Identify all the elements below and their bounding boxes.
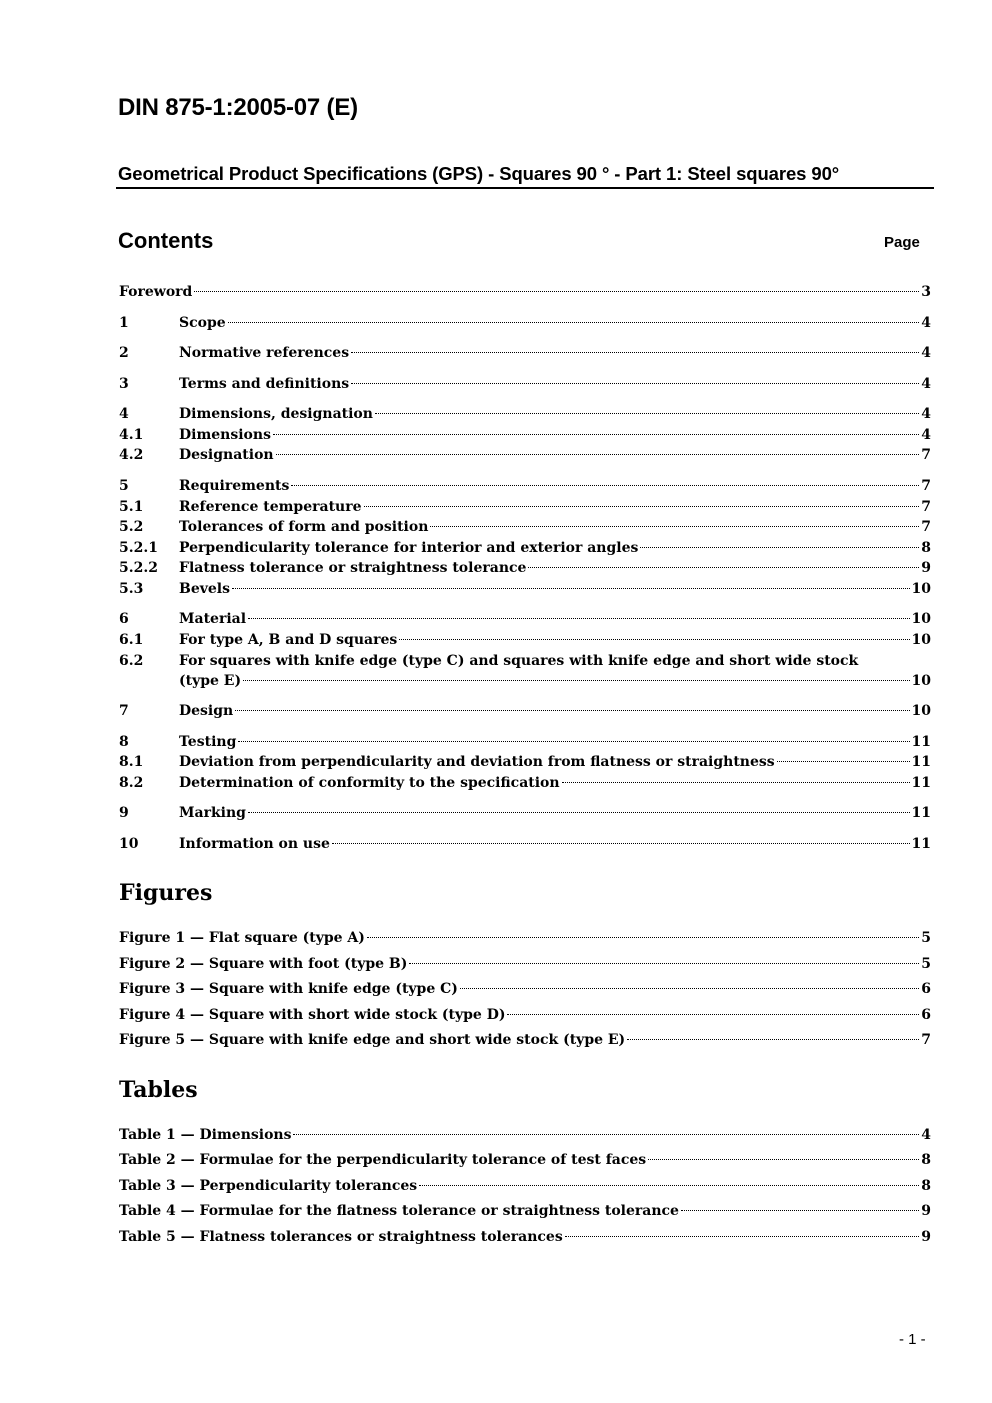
table-entry[interactable] — [119, 1152, 931, 1172]
toc-entry-page: 7 — [921, 478, 931, 494]
toc-entry-page: 11 — [911, 734, 931, 750]
table-entry[interactable] — [119, 1127, 931, 1147]
toc-entry-number: 5 — [119, 478, 129, 494]
toc-entry-page: 11 — [911, 754, 931, 770]
toc-entry[interactable] — [119, 519, 931, 539]
table-entry-title: Table 3 — Perpendicularity tolerances — [119, 1178, 418, 1194]
toc-entry[interactable] — [119, 540, 931, 560]
toc-entry[interactable] — [119, 427, 931, 447]
toc-entry-title: (type E) — [179, 673, 242, 689]
figure-entry[interactable] — [119, 1007, 931, 1027]
figure-entry-page: 6 — [921, 1007, 931, 1023]
figure-entry[interactable] — [119, 981, 931, 1001]
figure-entry-title: Figure 5 — Square with knife edge and short wide stock (type E) — [119, 1032, 626, 1048]
toc-entry-number: 5.2 — [119, 519, 144, 535]
dot-leader — [367, 937, 919, 938]
toc-entry-number: 6 — [119, 611, 129, 627]
figure-entry-title: Figure 2 — Square with foot (type B) — [119, 956, 408, 972]
toc-entry-page: 4 — [921, 315, 931, 331]
toc-entry-number: 4.1 — [119, 427, 144, 443]
table-entry[interactable] — [119, 1229, 931, 1249]
toc-entry-number: 9 — [119, 805, 129, 821]
document-title: DIN 875-1:2005-07 (E) — [118, 94, 358, 121]
toc-entry[interactable] — [119, 653, 931, 673]
table-entry-page: 8 — [921, 1152, 931, 1168]
dot-leader — [293, 1134, 919, 1135]
toc-entry-number: 3 — [119, 376, 129, 392]
toc-entry-title: Information on use — [179, 836, 330, 852]
toc-entry-number: 5.2.2 — [119, 560, 158, 576]
toc-entry-title: Reference temperature — [179, 499, 362, 515]
table-entry-title: Table 5 — Flatness tolerances or straightness tolerances — [119, 1229, 563, 1245]
toc-entry-page: 7 — [921, 519, 931, 535]
table-entry[interactable] — [119, 1178, 931, 1198]
table-entry[interactable] — [119, 1203, 931, 1223]
toc-entry-title: Perpendicularity tolerance for interior and exterior angles — [179, 540, 639, 556]
toc-entry-number: 1 — [119, 315, 129, 331]
toc-entry-page: 8 — [921, 540, 931, 556]
toc-entry-number: 8.2 — [119, 775, 144, 791]
table-entry-title: Table 1 — Dimensions — [119, 1127, 292, 1143]
tables-heading: Tables — [119, 1077, 198, 1103]
contents-heading: Contents — [118, 228, 214, 253]
toc-entry[interactable] — [119, 499, 931, 519]
dot-leader — [681, 1210, 919, 1211]
toc-entry-page: 7 — [921, 447, 931, 463]
toc-entry-page: 4 — [921, 376, 931, 392]
figure-entry-page: 5 — [921, 956, 931, 972]
toc-entry[interactable] — [119, 315, 931, 335]
toc-entry-title: Scope — [179, 315, 226, 331]
dot-leader — [528, 567, 919, 568]
toc-entry-page: 7 — [921, 499, 931, 515]
figure-entry-page: 5 — [921, 930, 931, 946]
toc-entry-title: Tolerances of form and position — [179, 519, 429, 535]
toc-entry-page: 4 — [921, 427, 931, 443]
toc-entry-title: For squares with knife edge (type C) and squares with knife edge and short wide stock — [179, 653, 859, 669]
dot-leader — [430, 526, 919, 527]
title-rule — [116, 187, 934, 189]
toc-entry-title: Designation — [179, 447, 274, 463]
toc-entry[interactable] — [119, 632, 931, 652]
table-entry-page: 8 — [921, 1178, 931, 1194]
toc-entry-page: 4 — [921, 345, 931, 361]
figure-entry-page: 7 — [921, 1032, 931, 1048]
dot-leader — [273, 434, 919, 435]
toc-entry-page: 11 — [911, 775, 931, 791]
toc-entry-title: Determination of conformity to the specification — [179, 775, 560, 791]
toc-entry[interactable] — [119, 836, 931, 856]
figure-entry-title: Figure 3 — Square with knife edge (type C) — [119, 981, 458, 997]
toc-entry-number: 10 — [119, 836, 139, 852]
toc-entry-page: 4 — [921, 406, 931, 422]
page-number: - 1 - — [899, 1331, 926, 1348]
toc-entry-number: 5.2.1 — [119, 540, 158, 556]
toc-entry-number: 2 — [119, 345, 129, 361]
dot-leader — [409, 963, 919, 964]
dot-leader — [565, 1236, 920, 1237]
table-entry-title: Table 4 — Formulae for the flatness tolerance or straightness tolerance — [119, 1203, 679, 1219]
toc-entry-title: Testing — [179, 734, 237, 750]
figure-entry-title: Figure 1 — Flat square (type A) — [119, 930, 365, 946]
toc-entry[interactable] — [119, 805, 931, 825]
dot-leader — [243, 680, 909, 681]
toc-entry[interactable] — [119, 447, 931, 467]
dot-leader — [232, 588, 910, 589]
toc-entry-number: 7 — [119, 703, 129, 719]
dot-leader — [399, 639, 909, 640]
toc-entry[interactable] — [119, 478, 931, 498]
figure-entry-title: Figure 4 — Square with short wide stock (type D) — [119, 1007, 506, 1023]
toc-entry-number: 8 — [119, 734, 129, 750]
page-column-heading: Page — [884, 234, 920, 251]
dot-leader — [248, 618, 909, 619]
toc-entry-page: 11 — [911, 836, 931, 852]
toc-entry-number: 5.3 — [119, 581, 144, 597]
toc-entry-title: Marking — [179, 805, 246, 821]
toc-entry-title: Design — [179, 703, 234, 719]
toc-entry-number: 5.1 — [119, 499, 144, 515]
toc-entry-page: 9 — [921, 560, 931, 576]
dot-leader — [364, 506, 920, 507]
toc-entry-title: Terms and definitions — [179, 376, 350, 392]
dot-leader — [228, 322, 920, 323]
toc-entry-number: 4 — [119, 406, 129, 422]
dot-leader — [562, 782, 910, 783]
toc-entry-page: 10 — [911, 632, 931, 648]
toc-entry-page: 10 — [911, 703, 931, 719]
dot-leader — [248, 812, 910, 813]
toc-entry-title: Flatness tolerance or straightness tolerance — [179, 560, 527, 576]
dot-leader — [777, 761, 910, 762]
toc-entry-number: 4.2 — [119, 447, 144, 463]
toc-entry[interactable] — [119, 376, 931, 396]
toc-entry[interactable] — [119, 345, 931, 365]
figure-entry[interactable] — [119, 930, 931, 950]
toc-entry[interactable] — [119, 734, 931, 754]
toc-entry[interactable] — [119, 560, 931, 580]
toc-entry[interactable] — [119, 611, 931, 631]
toc-entry-page: 11 — [911, 805, 931, 821]
dot-leader — [235, 710, 909, 711]
toc-entry[interactable] — [119, 581, 931, 601]
toc-entry-number: 6.2 — [119, 653, 144, 669]
table-entry-page: 9 — [921, 1203, 931, 1219]
dot-leader — [291, 485, 919, 486]
toc-entry-continuation[interactable] — [179, 673, 931, 693]
toc-entry-title: Bevels — [179, 581, 230, 597]
dot-leader — [351, 352, 919, 353]
figures-heading: Figures — [119, 880, 213, 906]
figure-entry[interactable] — [119, 1032, 931, 1052]
toc-entry-page: 10 — [911, 673, 931, 689]
toc-entry-number: 8.1 — [119, 754, 144, 770]
toc-entry-title: Deviation from perpendicularity and deviation from flatness or straightness — [179, 754, 775, 770]
toc-entry-page: 10 — [911, 611, 931, 627]
dot-leader — [375, 413, 919, 414]
toc-entry-title: Dimensions — [179, 427, 271, 443]
document-subtitle: Geometrical Product Specifications (GPS) - Squares 90 ° - Part 1: Steel squares 90° — [118, 163, 840, 184]
figure-entry-page: 6 — [921, 981, 931, 997]
toc-entry[interactable] — [119, 775, 931, 795]
toc-entry-title: For type A, B and D squares — [179, 632, 398, 648]
toc-entry[interactable] — [119, 703, 931, 723]
dot-leader — [627, 1039, 919, 1040]
toc-entry-title: Material — [179, 611, 247, 627]
dot-leader — [194, 291, 919, 292]
dot-leader — [238, 741, 909, 742]
toc-entry-title: Dimensions, designation — [179, 406, 373, 422]
dot-leader — [419, 1185, 919, 1186]
toc-entry-page: 3 — [921, 284, 931, 300]
dot-leader — [507, 1014, 919, 1015]
toc-entry[interactable] — [119, 754, 931, 774]
figure-entry[interactable] — [119, 956, 931, 976]
toc-entry-title: Requirements — [179, 478, 290, 494]
toc-entry-title: Foreword — [119, 284, 193, 300]
table-entry-page: 4 — [921, 1127, 931, 1143]
dot-leader — [351, 383, 919, 384]
table-entry-page: 9 — [921, 1229, 931, 1245]
toc-entry-foreword[interactable] — [119, 284, 931, 304]
dot-leader — [276, 454, 920, 455]
toc-entry-page: 10 — [911, 581, 931, 597]
toc-entry-title: Normative references — [179, 345, 350, 361]
dot-leader — [648, 1159, 919, 1160]
dot-leader — [332, 843, 910, 844]
toc-entry-number: 6.1 — [119, 632, 144, 648]
table-entry-title: Table 2 — Formulae for the perpendicularity tolerance of test faces — [119, 1152, 647, 1168]
toc-entry[interactable] — [119, 406, 931, 426]
dot-leader — [460, 988, 919, 989]
dot-leader — [640, 547, 919, 548]
